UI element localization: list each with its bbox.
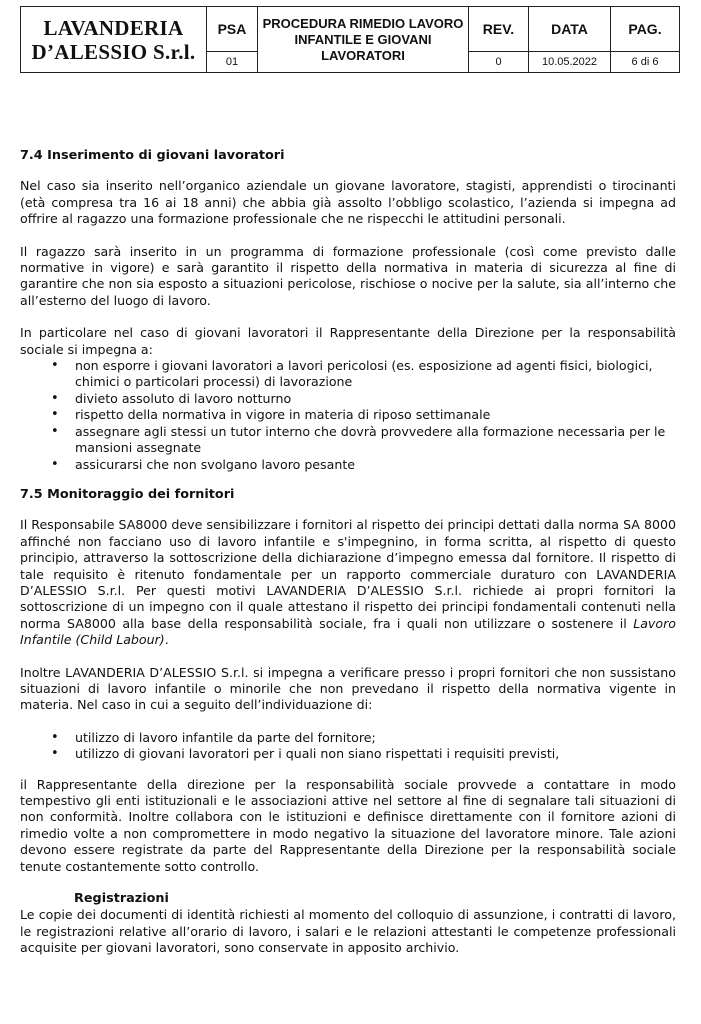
list-item: • rispetto della normativa in vigore in materia di riposo settimanale — [75, 407, 676, 423]
list-item: • divieto assoluto di lavoro notturno — [75, 391, 676, 407]
company-name: LAVANDERIA D’ALESSIO S.r.l. — [21, 7, 207, 73]
section-7-4-paragraph-1: Nel caso sia inserito nell’organico aziendale un giovane lavoratore, stagisti, apprendisti o tirocinanti (età compresa tra 16 ai 18 anni) che abbia già assolto l’obbligo scolastico, l’azienda si impegna ad offrire al ragazzo una formazione professionale che ne rispecchi le attitudini personali. — [20, 178, 676, 227]
section-7-4-list-lead: In particolare nel caso di giovani lavoratori il Rappresentante della Direzione per la responsabilità sociale si impegna a: — [20, 325, 676, 357]
section-7-4-bullet-list — [20, 358, 676, 473]
rev-value: 0 — [469, 52, 529, 73]
date-value: 10.05.2022 — [529, 52, 611, 73]
page-number: 6 di 6 — [611, 52, 680, 73]
procedure-title: PROCEDURA RIMEDIO LAVORO INFANTILE E GIOVANI LAVORATORI — [258, 7, 469, 73]
list-item: • assegnare agli stessi un tutor interno che dovrà provvedere alla formazione necessaria per le mansioni assegnate — [75, 424, 676, 457]
child-labour-term: Lavoro Infantile (Child Labour) — [20, 615, 676, 648]
paragraph-end: . — [164, 632, 169, 648]
section-7-4-paragraph-2: Il ragazzo sarà inserito in un programma di formazione professionale (così come previsto dalle normative in vigore) e sarà garantito il rispetto della normativa in materia di sicurezza al fine di garantire che non sia esposto a situazioni pericolose, rischiose o nocive per la salute, sia all’interno che all’esterno del luogo di lavoro. — [20, 243, 676, 308]
section-7-5-bullet-list — [20, 730, 676, 763]
list-item: • utilizzo di giovani lavoratori per i quali non siano rispettati i requisiti previsti, — [75, 746, 676, 762]
rev-label: REV. — [469, 7, 529, 52]
psa-label: PSA — [207, 7, 258, 52]
section-7-5-paragraph-2: Inoltre LAVANDERIA D’ALESSIO S.r.l. si impegna a verificare presso i propri fornitori che non sussistano situazioni di lavoro infantile o minorile che non prevedano il rispetto della normativa vigente in materia. Nel caso in cui a seguito dell’individuazione di: — [20, 664, 676, 713]
document-body — [20, 148, 676, 973]
section-7-5-paragraph-3: il Rappresentante della direzione per la responsabilità sociale provvede a contattare in modo tempestivo gli enti istituzionali e le associazioni attive nel settore al fine di segnalare tali situazioni di non conformità. Inoltre collabora con le istituzioni e definisce direttamente con il fornitore azioni di rimedio volte a non compromettere in modo negativo la situazione del lavoratore minore. Tale azioni devono essere registrate da parte del Rappresentante della Direzione per la responsabilità sociale tenute costantemente sotto controllo. — [20, 776, 676, 874]
section-7-5-paragraph-1 — [20, 517, 676, 648]
registrazioni-title: Registrazioni — [74, 891, 169, 907]
paragraph-text: Il Responsabile SA8000 deve sensibilizzare i fornitori al rispetto dei principi dettati dalla norma SA 8000 affinché non facciano uso di lavoro infantile e s'impegnino, in forma scritta, al rispetto di questo principio, attraverso la sottoscrizione della dichiarazione d’impegno emessa dal fornitore. Il rispetto di tale requisito è ritenuto fondamentale per un rapporto commerciale duraturo con LAVANDERIA D’ALESSIO S.r.l. Per questi motivi LAVANDERIA D’ALESSIO S.r.l. richiede ai propri fornitori la sottoscrizione di un impegno con il quale attestano il rispetto dei principi fondamentali contenuti nella norma SA8000 alla base della responsabilità sociale, fra i quali non utilizzare o sostenere il — [20, 517, 676, 631]
section-7-4-title: 7.4 Inserimento di giovani lavoratori — [20, 148, 285, 163]
date-label: DATA — [529, 7, 611, 52]
list-item: • assicurarsi che non svolgano lavoro pesante — [75, 457, 676, 473]
list-item: • non esporre i giovani lavoratori a lavori pericolosi (es. esposizione ad agenti fisici, biologici, chimici o particolari processi) di lavorazione — [75, 358, 676, 391]
list-item: • utilizzo di lavoro infantile da parte del fornitore; — [75, 730, 676, 746]
registrazioni-text: Le copie dei documenti di identità richiesti al momento del colloquio di assunzione, i contratti di lavoro, le registrazioni relative all’orario di lavoro, i salari e le relazioni attestanti le competenze professionali acquisite per giovani lavoratori, sono conservate in apposito archivio. — [20, 907, 676, 956]
page-label: PAG. — [611, 7, 680, 52]
section-7-5-title: 7.5 Monitoraggio dei fornitori — [20, 486, 235, 502]
psa-value: 01 — [207, 52, 258, 73]
document-header-table — [20, 6, 680, 73]
